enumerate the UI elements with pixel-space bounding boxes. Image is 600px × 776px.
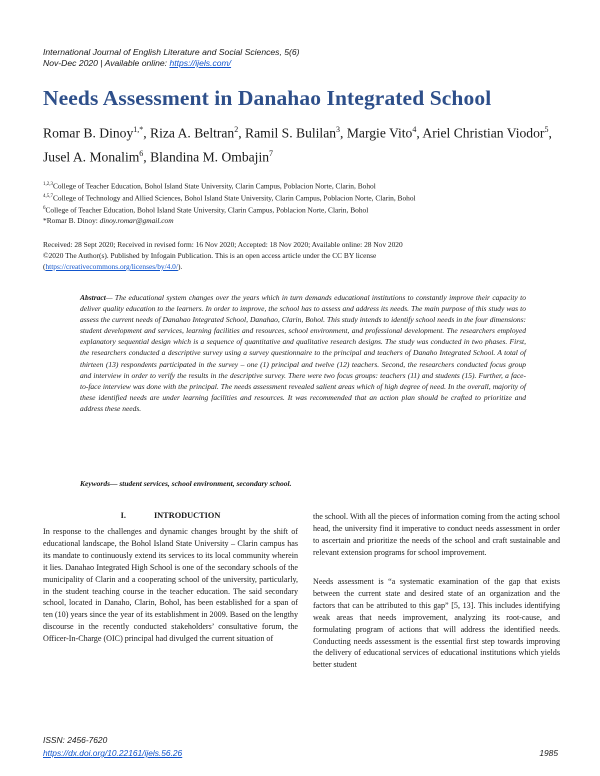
issn: ISSN: 2456-7620 bbox=[43, 735, 108, 745]
affiliation-sup: 4,5,7 bbox=[43, 194, 53, 199]
author-sup: 4 bbox=[412, 125, 417, 134]
author-sup: 1,* bbox=[133, 125, 144, 134]
keywords bbox=[80, 479, 291, 488]
author-name: , Jusel A. Monalim bbox=[43, 125, 552, 165]
author-sup: 7 bbox=[269, 148, 274, 158]
author-name: , Ariel Christian Viodor bbox=[416, 125, 545, 141]
affiliation bbox=[43, 180, 376, 192]
author-name: , Ramil S. Bulilan bbox=[238, 125, 337, 141]
affiliation-text: College of Teacher Education, Bohol Island State University, Clarin Campus, Poblacion Norte, Clarin, Bohol bbox=[45, 205, 369, 215]
abstract-label: Abstract bbox=[80, 293, 106, 302]
affiliation bbox=[43, 192, 416, 204]
issue-prefix: Nov-Dec 2020 | Available online: bbox=[43, 58, 170, 68]
intro-paragraph: the school. With all the pieces of information coming from the acting school head, the university find it imperative to conduct needs assessment in order to ascertain and prioritize the needs of the school and craft sustainable and relevant extension programs for school improvement. bbox=[313, 512, 560, 557]
section-title: INTRODUCTION bbox=[153, 511, 221, 520]
author-name: , Blandina M. Ombajin bbox=[143, 149, 270, 165]
affiliation-sup: 1,2,3 bbox=[43, 182, 53, 187]
author-sup: 3 bbox=[336, 125, 341, 134]
page-number: 1985 bbox=[539, 748, 558, 758]
author-sup: 2 bbox=[234, 125, 239, 134]
journal-url-link[interactable]: https://ijels.com/ bbox=[169, 58, 232, 68]
issue-line bbox=[43, 58, 231, 68]
intro-paragraph: In response to the challenges and dynamic changes brought by the shift of educational landscape, the Bohol Island State University – Clarin campus has its mandate to continuously extend its services to its local community wherein it lies. Danahao Integrated High School is one of the secondary schools of the municipality of Clarin and a cooperating school of the university, particularly, in the student teaching course in the teacher education. The said secondary school, located in Danaho, Clarin, Bohol, has been established for a span of ten (10) years since the year of its establishment in 2009. Based on the lengthy discourse in the recently conducted stakeholders’ consultative forum, the Officer-In-Charge (OIC) principal had divulged the current situation of bbox=[43, 527, 298, 644]
license-link[interactable]: https://creativecommons.org/licenses/by/4.0/ bbox=[45, 262, 178, 271]
author-name: Romar B. Dinoy bbox=[43, 125, 134, 141]
keywords-label: Keywords bbox=[80, 479, 110, 488]
abstract bbox=[80, 292, 526, 414]
abstract-text: — The educational system changes over the years which in turn demands educational institutions to constantly improve their capacity to deliver quality education to the learners. In order to improve, the school has to assess and address its needs. The main purpose of this study was to assess the current needs of Danahao Integrated School, Danahao, Clarin, Bohol. This study intends to identify school needs in the four dimensions: student development and services, learning facilities and resources, school environment, and professional development. The researchers employed explanatory sequential design which is a sequence of quantitative and qualitative research designs. The study was conducted in two phases. First, the researchers conducted a descriptive survey using a survey questionnaire to the principal and teachers of Danaho Integrated School. A total of thirteen (13) respondents participated in the survey – one (1) principal and twelve (12) teachers. Second, the researchers conducted focus group and interview in order to verify the results in the descriptive survey. There were two focus groups: teachers (11) and students (15). Further, a face-to-face interview was done with the principal. The needs assessment revealed salient areas which of high degree of need. In the overall, majority of these identified needs are under learning facilities and resources. It was recommended that an action plan should be crafted to prioritize and address these needs. bbox=[80, 293, 526, 413]
section-heading bbox=[43, 511, 298, 520]
author-sup: 5 bbox=[544, 125, 549, 134]
author-sup: 6 bbox=[139, 148, 144, 158]
correspondence-label: *Romar B. Dinoy: bbox=[43, 216, 100, 225]
journal-header: International Journal of English Literature and Social Sciences, 5(6) bbox=[43, 47, 300, 57]
affiliation bbox=[43, 204, 368, 216]
author-list bbox=[43, 120, 563, 167]
paper-title: Needs Assessment in Danahao Integrated School bbox=[43, 86, 492, 110]
intro-paragraph: Needs assessment is “a systematic examination of the gap that exists between the current state and desired state of an organization and the factors that can be attributed to this gap” [5, 13]. This includes identifying weak areas that needs improvement, analyzing its root-cause, and formulating program of actions that will address the identified needs. Conducting needs assessment is the essential first step towards improving the delivery of educational services of educational institutions which yields better student bbox=[313, 577, 560, 670]
author-name: , Riza A. Beltran bbox=[143, 125, 235, 141]
affiliation-text: College of Teacher Education, Bohol Island State University, Clarin Campus, Poblacion Norte, Clarin, Bohol bbox=[53, 181, 376, 191]
keywords-text: — student services, school environment, secondary school. bbox=[110, 479, 292, 488]
section-number: I. bbox=[120, 511, 126, 520]
correspondence bbox=[43, 216, 174, 227]
doi-url[interactable]: https://dx.doi.org/10.22161/ijels.56.26 bbox=[43, 748, 183, 758]
license-line: (https://creativecommons.org/licenses/by/4.0/). bbox=[43, 262, 183, 271]
article-dates: Received: 28 Sept 2020; Received in revised form: 16 Nov 2020; Accepted: 18 Nov 2020; Available online: 28 Nov 2020 bbox=[43, 240, 403, 249]
correspondence-email: dinoy.romar@gmail.com bbox=[99, 216, 174, 225]
copyright-line: ©2020 The Author(s). Published by Infogain Publication. This is an open access article under the CC BY license bbox=[43, 251, 377, 260]
author-name: , Margie Vito bbox=[340, 125, 413, 141]
affiliation-sup: 6 bbox=[43, 206, 46, 211]
affiliation-text: College of Technology and Allied Sciences, Bohol Island State University, Clarin Campus, Poblacion Norte, Clarin, Bohol bbox=[53, 193, 416, 203]
doi-link[interactable] bbox=[43, 748, 182, 758]
